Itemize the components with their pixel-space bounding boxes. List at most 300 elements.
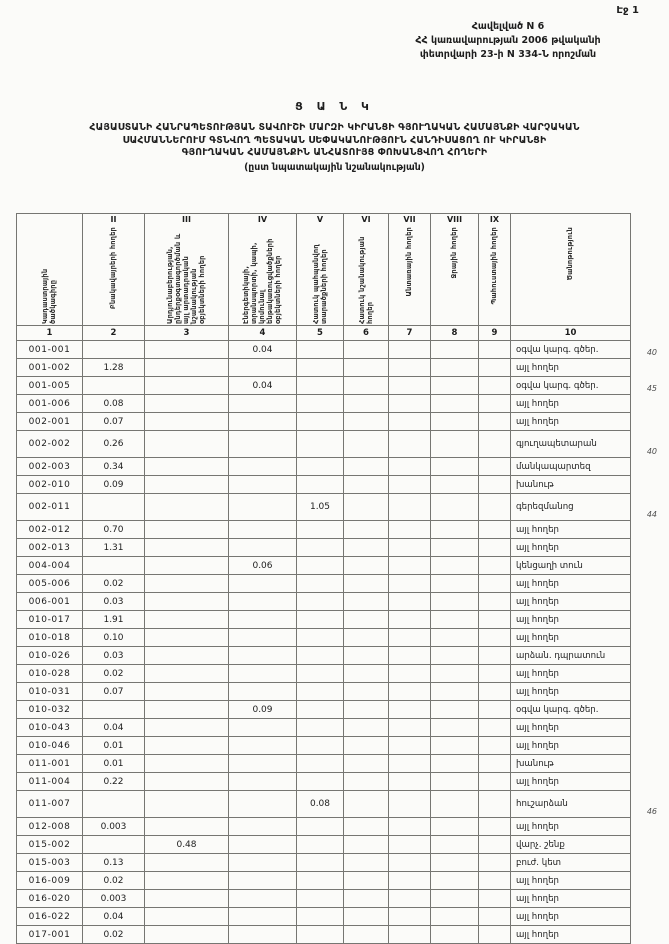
note-cell (511, 359, 631, 377)
value-cell-special (344, 908, 389, 926)
col-label-protected: Հատուկ պահպանվող տարածքների հողեր (311, 244, 328, 324)
table-row (17, 791, 631, 818)
value-cell-industry (145, 773, 229, 791)
title-line-2: ՍԱՀՄԱՆՆԵՐՈՒՄ ԳՏՆՎՈՂ ՊԵՏԱԿԱՆ ՍԵՓԱԿԱՆՈՒԹՅՈՒՆ ՀԱՆԴԻՍԱՑՈՂ ՈՒ ԿԻՐԱՆՑԻ (122, 134, 547, 146)
parcel-code-cell: 002-002 (17, 431, 83, 458)
value-cell-forest (389, 683, 431, 701)
value-cell-forest (389, 575, 431, 593)
value-cell-protected (297, 413, 344, 431)
value-cell-water (431, 629, 479, 647)
value-cell-reserve (479, 476, 511, 494)
value-cell-energy (229, 413, 297, 431)
value-cell-industry (145, 413, 229, 431)
margin-mark: 40 (646, 447, 657, 456)
value-cell-reserve (479, 593, 511, 611)
value-cell-special (344, 836, 389, 854)
note-text: խանութ (516, 479, 554, 490)
value-cell-settlement (83, 791, 145, 818)
col-header-notes (511, 214, 631, 326)
value-cell-water (431, 431, 479, 458)
col-number: 6 (344, 326, 389, 341)
note-text: այլ հողեր (516, 929, 560, 940)
value-cell-reserve (479, 665, 511, 683)
list-title: Ց Ա Ն Կ (295, 100, 374, 113)
value-cell-water (431, 611, 479, 629)
table-row (17, 413, 631, 431)
parcel-code-cell: 016-009 (17, 872, 83, 890)
value-cell-industry (145, 926, 229, 944)
value-cell-settlement (83, 377, 145, 395)
value-cell-special (344, 647, 389, 665)
value-cell-special (344, 629, 389, 647)
note-text: օգվա կարգ. գծեր. (516, 344, 599, 355)
value-cell-settlement: 0.22 (83, 773, 145, 791)
note-cell (511, 341, 657, 359)
parcel-code-cell: 002-003 (17, 458, 83, 476)
parcel-code-cell: 002-013 (17, 539, 83, 557)
table-row (17, 872, 631, 890)
value-cell-industry (145, 611, 229, 629)
parcel-code-cell: 010-046 (17, 737, 83, 755)
value-cell-water (431, 737, 479, 755)
value-cell-special (344, 926, 389, 944)
value-cell-special (344, 791, 389, 818)
value-cell-settlement: 0.26 (83, 431, 145, 458)
value-cell-energy (229, 593, 297, 611)
value-cell-water (431, 683, 479, 701)
value-cell-special (344, 683, 389, 701)
value-cell-reserve (479, 395, 511, 413)
value-cell-energy (229, 719, 297, 737)
note-cell (511, 413, 631, 431)
table-row (17, 773, 631, 791)
value-cell-protected (297, 755, 344, 773)
value-cell-water (431, 476, 479, 494)
value-cell-reserve (479, 431, 511, 458)
value-cell-energy (229, 629, 297, 647)
table-header (17, 214, 631, 341)
value-cell-settlement: 0.03 (83, 593, 145, 611)
value-cell-energy (229, 683, 297, 701)
note-cell (511, 395, 631, 413)
value-cell-protected (297, 359, 344, 377)
value-cell-settlement: 0.34 (83, 458, 145, 476)
value-cell-forest (389, 557, 431, 575)
table-row (17, 539, 631, 557)
value-cell-energy (229, 611, 297, 629)
value-cell-industry (145, 737, 229, 755)
col-number: 3 (145, 326, 229, 341)
note-text: մանկապարտեզ (516, 461, 591, 472)
col-label-notes: Ծանոթություն (566, 227, 575, 281)
value-cell-industry (145, 908, 229, 926)
value-cell-water (431, 926, 479, 944)
note-text: այլ հողեր (516, 596, 560, 607)
value-cell-forest (389, 377, 431, 395)
note-text: այլ հողեր (516, 632, 560, 643)
note-cell (511, 836, 631, 854)
value-cell-energy (229, 431, 297, 458)
parcel-code-cell: 010-018 (17, 629, 83, 647)
value-cell-industry (145, 701, 229, 719)
table-row (17, 593, 631, 611)
value-cell-settlement: 0.02 (83, 665, 145, 683)
value-cell-settlement: 0.003 (83, 890, 145, 908)
value-cell-special (344, 539, 389, 557)
value-cell-protected (297, 908, 344, 926)
value-cell-settlement: 0.09 (83, 476, 145, 494)
value-cell-settlement: 0.003 (83, 818, 145, 836)
column-number-row (17, 326, 631, 341)
value-cell-reserve (479, 341, 511, 359)
parcel-code-cell: 010-043 (17, 719, 83, 737)
value-cell-energy: 0.09 (229, 701, 297, 719)
value-cell-forest (389, 431, 431, 458)
value-cell-settlement: 0.70 (83, 521, 145, 539)
value-cell-water (431, 818, 479, 836)
value-cell-special (344, 719, 389, 737)
value-cell-forest (389, 926, 431, 944)
value-cell-reserve (479, 629, 511, 647)
table-row (17, 341, 631, 359)
note-text: այլ հողեր (516, 416, 560, 427)
value-cell-special (344, 890, 389, 908)
note-cell (511, 872, 631, 890)
col-label-reserve: Պահուստային հողեր (490, 227, 499, 305)
table-row (17, 377, 631, 395)
table-row (17, 629, 631, 647)
parcel-code-cell: 002-011 (17, 494, 83, 521)
value-cell-energy: 0.04 (229, 377, 297, 395)
parcel-code-cell: 016-020 (17, 890, 83, 908)
value-cell-energy (229, 476, 297, 494)
value-cell-industry (145, 476, 229, 494)
col-label-special: Հատուկ նշանակության հողեր (357, 236, 374, 324)
note-cell (511, 611, 631, 629)
value-cell-special (344, 665, 389, 683)
table-row (17, 431, 631, 458)
note-cell (511, 854, 631, 872)
value-cell-special (344, 575, 389, 593)
value-cell-reserve (479, 458, 511, 476)
note-text: արձան. դպրատուն (516, 650, 606, 661)
value-cell-industry (145, 575, 229, 593)
note-cell (511, 458, 631, 476)
col-header-forest (389, 214, 431, 326)
parcel-code-cell: 015-002 (17, 836, 83, 854)
value-cell-protected (297, 521, 344, 539)
value-cell-forest (389, 629, 431, 647)
value-cell-industry (145, 557, 229, 575)
value-cell-reserve (479, 773, 511, 791)
col-header-reserve (479, 214, 511, 326)
table-row (17, 458, 631, 476)
value-cell-reserve (479, 791, 511, 818)
note-cell (511, 575, 631, 593)
col-number: 2 (83, 326, 145, 341)
value-cell-industry (145, 377, 229, 395)
roman-numeral: IX (489, 215, 500, 224)
note-text: այլ հողեր (516, 893, 560, 904)
value-cell-reserve (479, 908, 511, 926)
value-cell-special (344, 701, 389, 719)
value-cell-forest (389, 818, 431, 836)
table-row (17, 701, 631, 719)
value-cell-special (344, 341, 389, 359)
value-cell-special (344, 377, 389, 395)
note-cell (511, 557, 631, 575)
value-cell-protected (297, 854, 344, 872)
value-cell-forest (389, 458, 431, 476)
land-parcels-table (16, 213, 657, 944)
note-text: այլ հողեր (516, 362, 560, 373)
value-cell-special (344, 755, 389, 773)
value-cell-reserve (479, 719, 511, 737)
value-cell-special (344, 395, 389, 413)
note-text: այլ հողեր (516, 614, 560, 625)
decree-line: փետրվարի 23-ի N 334-Ն որոշման (419, 48, 597, 60)
value-cell-settlement: 0.02 (83, 926, 145, 944)
value-cell-industry (145, 791, 229, 818)
value-cell-water (431, 665, 479, 683)
value-cell-settlement (83, 494, 145, 521)
roman-numeral (512, 215, 629, 226)
note-text: այլ հողեր (516, 398, 560, 409)
col-number: 7 (389, 326, 431, 341)
value-cell-settlement: 0.03 (83, 647, 145, 665)
value-cell-settlement: 1.91 (83, 611, 145, 629)
value-cell-industry (145, 818, 229, 836)
value-cell-protected (297, 575, 344, 593)
note-cell (511, 683, 631, 701)
value-cell-water (431, 494, 479, 521)
value-cell-industry (145, 683, 229, 701)
value-cell-protected (297, 665, 344, 683)
note-cell (511, 719, 631, 737)
value-cell-protected (297, 539, 344, 557)
value-cell-energy (229, 395, 297, 413)
col-label-water: Ջրային հողեր (450, 227, 459, 279)
page-number-label: Էջ 1 (616, 5, 639, 16)
note-cell (511, 431, 657, 458)
appendix-number: Հավելված N 6 (471, 21, 545, 32)
value-cell-forest (389, 395, 431, 413)
roman-numeral: VII (403, 215, 416, 224)
parcel-code-cell: 001-002 (17, 359, 83, 377)
value-cell-reserve (479, 647, 511, 665)
note-cell (511, 890, 631, 908)
value-cell-protected: 1.05 (297, 494, 344, 521)
col-label-industry: Արդյունաբերության, ընդերքօգտագործման և այլ արտադրական նշանակության օբյեկտների հողեր (166, 233, 207, 324)
col-header-code (17, 214, 83, 326)
value-cell-special (344, 611, 389, 629)
value-cell-special (344, 557, 389, 575)
value-cell-energy (229, 665, 297, 683)
value-cell-protected (297, 458, 344, 476)
value-cell-settlement: 1.31 (83, 539, 145, 557)
value-cell-energy (229, 908, 297, 926)
value-cell-industry (145, 719, 229, 737)
table-row (17, 359, 631, 377)
note-cell (511, 908, 631, 926)
parcel-code-cell: 015-003 (17, 854, 83, 872)
value-cell-energy (229, 755, 297, 773)
value-cell-reserve (479, 494, 511, 521)
parcel-code-cell: 005-006 (17, 575, 83, 593)
value-cell-reserve (479, 539, 511, 557)
value-cell-energy (229, 647, 297, 665)
value-cell-industry (145, 458, 229, 476)
value-cell-water (431, 836, 479, 854)
value-cell-energy (229, 818, 297, 836)
value-cell-forest (389, 872, 431, 890)
value-cell-energy: 0.04 (229, 341, 297, 359)
parcel-code-cell: 010-017 (17, 611, 83, 629)
note-cell (511, 593, 631, 611)
value-cell-settlement: 0.02 (83, 872, 145, 890)
note-cell (511, 818, 631, 836)
value-cell-protected (297, 683, 344, 701)
value-cell-protected (297, 890, 344, 908)
col-header-special (344, 214, 389, 326)
appendix-header (358, 20, 658, 61)
value-cell-settlement: 0.01 (83, 737, 145, 755)
value-cell-special (344, 854, 389, 872)
parcel-code-cell: 002-012 (17, 521, 83, 539)
value-cell-settlement: 1.28 (83, 359, 145, 377)
value-cell-special (344, 818, 389, 836)
roman-numeral: VI (361, 215, 371, 224)
value-cell-forest (389, 539, 431, 557)
value-cell-forest (389, 494, 431, 521)
value-cell-industry (145, 359, 229, 377)
table-body (17, 341, 657, 944)
value-cell-settlement: 0.04 (83, 908, 145, 926)
roman-numeral: II (110, 215, 117, 224)
note-cell (511, 701, 631, 719)
table-row (17, 737, 631, 755)
value-cell-industry (145, 647, 229, 665)
margin-mark: 45 (646, 384, 657, 393)
document-title-block (0, 100, 669, 173)
parcel-code-cell: 010-028 (17, 665, 83, 683)
value-cell-reserve (479, 818, 511, 836)
note-text: օգվա կարգ. գծեր. (516, 380, 599, 391)
note-text: գերեզմանոց (516, 502, 574, 512)
value-cell-protected (297, 431, 344, 458)
value-cell-special (344, 413, 389, 431)
table-row (17, 719, 631, 737)
value-cell-settlement (83, 557, 145, 575)
title-line-1: ՀԱՅԱՍՏԱՆԻ ՀԱՆՐԱՊԵՏՈՒԹՅԱՆ ՏԱՎՈՒՇԻ ՄԱՐԶԻ ԿԻՐԱՆՑԻ ԳՅՈՒՂԱԿԱՆ ՀԱՄԱՅՆՔԻ ՎԱՐՉԱԿԱՆ (89, 122, 580, 133)
value-cell-settlement: 0.08 (83, 395, 145, 413)
value-cell-special (344, 458, 389, 476)
value-cell-reserve (479, 872, 511, 890)
parcel-code-cell: 001-006 (17, 395, 83, 413)
note-text: այլ հողեր (516, 686, 560, 697)
note-cell (511, 737, 631, 755)
value-cell-water (431, 359, 479, 377)
value-cell-water (431, 377, 479, 395)
value-cell-water (431, 341, 479, 359)
roman-numeral: VIII (446, 215, 463, 224)
table-row (17, 836, 631, 854)
value-cell-industry (145, 629, 229, 647)
value-cell-reserve (479, 575, 511, 593)
table-row (17, 665, 631, 683)
table-row (17, 395, 631, 413)
value-cell-industry (145, 890, 229, 908)
table-row (17, 854, 631, 872)
value-cell-water (431, 395, 479, 413)
value-cell-energy (229, 737, 297, 755)
table-row (17, 476, 631, 494)
value-cell-forest (389, 521, 431, 539)
value-cell-reserve (479, 611, 511, 629)
value-cell-energy (229, 773, 297, 791)
parcel-code-cell: 016-022 (17, 908, 83, 926)
col-number: 5 (297, 326, 344, 341)
value-cell-forest (389, 836, 431, 854)
value-cell-forest (389, 908, 431, 926)
value-cell-energy (229, 539, 297, 557)
value-cell-protected (297, 773, 344, 791)
note-text: այլ հողեր (516, 740, 560, 751)
value-cell-forest (389, 359, 431, 377)
roman-numeral: III (182, 215, 191, 224)
note-cell (511, 494, 657, 521)
note-cell (511, 665, 631, 683)
margin-mark: 40 (646, 348, 657, 357)
note-text: այլ հողեր (516, 542, 560, 553)
value-cell-forest (389, 413, 431, 431)
table-row (17, 818, 631, 836)
value-cell-energy (229, 872, 297, 890)
parcel-code-cell: 010-031 (17, 683, 83, 701)
value-cell-reserve (479, 737, 511, 755)
value-cell-forest (389, 611, 431, 629)
col-number: 10 (511, 326, 631, 341)
note-text: հուշարձան (516, 799, 568, 809)
value-cell-protected: 0.08 (297, 791, 344, 818)
margin-mark: 44 (646, 510, 657, 519)
col-label-code: Կադաստրային ծածկագիրը (41, 268, 58, 324)
value-cell-settlement: 0.13 (83, 854, 145, 872)
value-cell-protected (297, 926, 344, 944)
value-cell-water (431, 773, 479, 791)
value-cell-protected (297, 737, 344, 755)
note-text: օգվա կարգ. գծեր. (516, 704, 599, 715)
value-cell-industry (145, 665, 229, 683)
parcel-code-cell: 017-001 (17, 926, 83, 944)
col-header-protected (297, 214, 344, 326)
note-cell (511, 539, 631, 557)
parcel-code-cell: 002-010 (17, 476, 83, 494)
parcel-code-cell: 002-001 (17, 413, 83, 431)
value-cell-reserve (479, 521, 511, 539)
value-cell-water (431, 854, 479, 872)
value-cell-forest (389, 854, 431, 872)
value-cell-reserve (479, 755, 511, 773)
value-cell-forest (389, 701, 431, 719)
parcel-code-cell: 001-001 (17, 341, 83, 359)
value-cell-reserve (479, 377, 511, 395)
value-cell-energy (229, 854, 297, 872)
note-text: բուժ. կետ (516, 857, 562, 868)
note-text: այլ հողեր (516, 578, 560, 589)
value-cell-protected (297, 557, 344, 575)
value-cell-reserve (479, 359, 511, 377)
